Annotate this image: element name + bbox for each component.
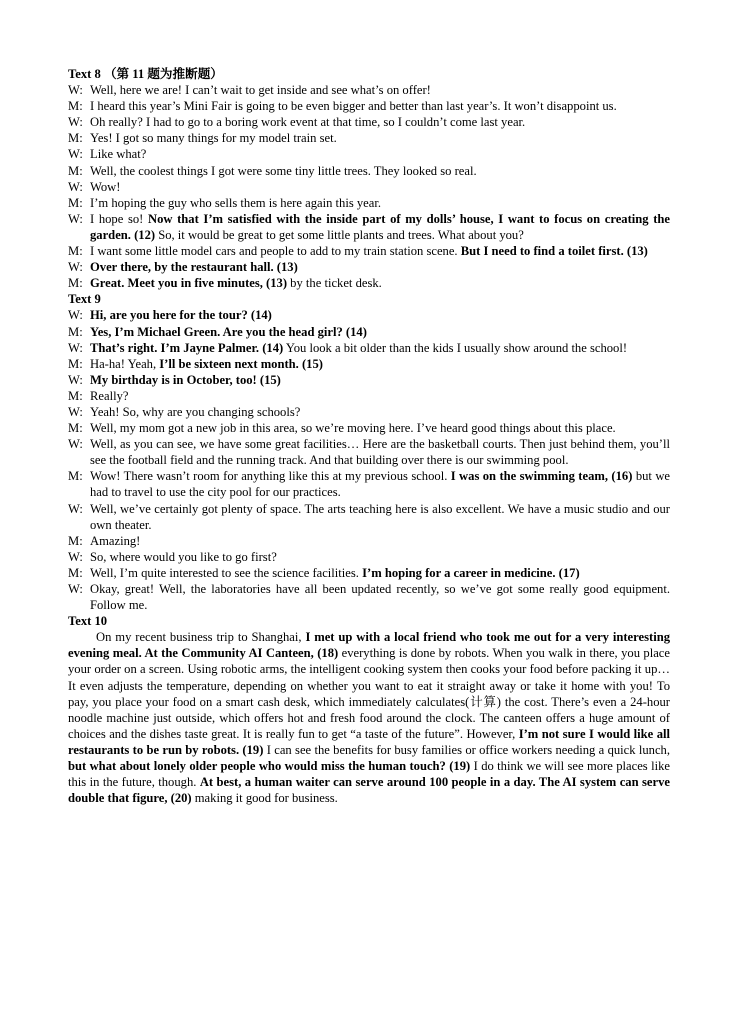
dialogue-content — [90, 259, 670, 275]
dialogue-text: Well, as you can see, we have some great facilities… Here are the basketball courts. Then just behind them, you’ll see the football field and the running track. And that building over there is our swimming pool. — [90, 437, 670, 468]
bold-answer-text: I met up with a local friend who took me out for a very interesting evening meal. At the Community AI Canteen, (18) — [68, 630, 670, 661]
dialogue-line — [68, 163, 670, 179]
dialogue-content — [90, 324, 670, 340]
dialogue-text: So, it would be great to get some little plants and trees. What about you? — [155, 227, 524, 242]
dialogue-line — [68, 307, 670, 323]
bold-answer-text: That’s right. I’m Jayne Palmer. (14) — [90, 340, 284, 355]
bold-answer-text: I’ll be sixteen next month. (15) — [159, 356, 323, 371]
speaker-label: W: — [68, 308, 83, 323]
dialogue-line — [68, 356, 670, 372]
speaker-label: M: — [68, 276, 83, 291]
dialogue-content — [90, 243, 670, 259]
dialogue-text: Like what? — [90, 147, 147, 162]
speaker-label: W: — [68, 372, 83, 387]
dialogue-content — [90, 130, 670, 146]
dialogue-text: On my recent business trip to Shanghai, — [96, 630, 306, 645]
dialogue-line — [68, 372, 670, 388]
speaker-label: M: — [68, 99, 83, 114]
text-10-section — [68, 613, 670, 806]
speaker-label: W: — [68, 549, 83, 564]
bold-answer-text: Great. Meet you in five minutes, (13) — [90, 276, 288, 291]
text-9-heading — [68, 291, 670, 307]
speaker-label: M: — [68, 533, 83, 548]
dialogue-text: So, where would you like to go first? — [90, 549, 277, 564]
dialogue-text: You look a bit older than the kids I usually show around the school! — [283, 340, 628, 355]
dialogue-text: Really? — [90, 388, 129, 403]
dialogue-line — [68, 130, 670, 146]
speaker-label: W: — [68, 437, 83, 452]
text-9-title: Text 9 — [68, 292, 101, 307]
dialogue-content — [90, 307, 670, 323]
dialogue-line — [68, 259, 670, 275]
dialogue-line — [68, 82, 670, 98]
text-8-title: Text 8 — [68, 67, 101, 81]
dialogue-line — [68, 211, 670, 243]
dialogue-content — [90, 533, 670, 549]
dialogue-text: Well, I’m quite interested to see the science facilities. — [90, 565, 363, 580]
dialogue-text: Yeah! So, why are you changing schools? — [90, 404, 301, 419]
dialogue-content — [90, 211, 670, 243]
dialogue-text: Yes! I got so many things for my model train set. — [90, 131, 337, 146]
dialogue-content — [90, 501, 670, 533]
dialogue-line — [68, 436, 670, 468]
dialogue-line — [68, 468, 670, 500]
dialogue-text: Oh really? I had to go to a boring work event at that time, so I couldn’t come last year. — [90, 115, 526, 130]
speaker-label: W: — [68, 179, 83, 194]
dialogue-content — [90, 549, 670, 565]
bold-answer-text: I’m not sure I would like all restaurants to be run by robots. (19) — [68, 726, 670, 757]
dialogue-text: making it good for business. — [191, 791, 338, 806]
speaker-label: W: — [68, 260, 83, 275]
dialogue-line — [68, 340, 670, 356]
speaker-label: M: — [68, 356, 83, 371]
dialogue-content — [90, 388, 670, 404]
text-8-section — [68, 66, 670, 291]
speaker-label: M: — [68, 565, 83, 580]
speaker-label: W: — [68, 83, 83, 98]
bold-answer-text: Hi, are you here for the tour? (14) — [90, 308, 272, 323]
dialogue-line — [68, 179, 670, 195]
dialogue-text: I’m hoping the guy who sells them is here again this year. — [90, 195, 381, 210]
text-9-lines — [68, 307, 670, 613]
dialogue-content — [90, 420, 670, 436]
dialogue-text: by the ticket desk. — [287, 276, 382, 291]
dialogue-line — [68, 420, 670, 436]
dialogue-content — [90, 98, 670, 114]
dialogue-content — [90, 581, 670, 613]
speaker-label: M: — [68, 324, 83, 339]
text-10-heading — [68, 613, 670, 629]
dialogue-content — [90, 82, 670, 98]
dialogue-line — [68, 581, 670, 613]
speaker-label: M: — [68, 244, 83, 259]
speaker-label: W: — [68, 501, 83, 516]
dialogue-content — [90, 565, 670, 581]
dialogue-text: I want some little model cars and people to add to my train station scene. — [90, 244, 461, 259]
dialogue-content — [90, 163, 670, 179]
text-10-title: Text 10 — [68, 614, 108, 629]
speaker-label: W: — [68, 404, 83, 419]
speaker-label: M: — [68, 131, 83, 146]
dialogue-line — [68, 565, 670, 581]
bold-answer-text: At best, a human waiter can serve around 100 people in a day. The AI system can serve double that figure, (20) — [68, 775, 670, 806]
dialogue-line — [68, 404, 670, 420]
dialogue-text: Ha-ha! Yeah, — [90, 356, 160, 371]
dialogue-content — [90, 179, 670, 195]
text-8-note: （第 11 题为推断题） — [103, 67, 223, 81]
dialogue-content — [90, 356, 670, 372]
speaker-label: W: — [68, 211, 83, 226]
dialogue-text: Okay, great! Well, the laboratories have all been updated recently, so we’ve got some really good equipment. Follow me. — [90, 582, 670, 613]
dialogue-content — [90, 195, 670, 211]
bold-answer-text: But I need to find a toilet first. (13) — [460, 244, 648, 259]
speaker-label: M: — [68, 163, 83, 178]
dialogue-text: Wow! — [90, 179, 121, 194]
speaker-label: W: — [68, 340, 83, 355]
bold-answer-text: Now that I’m satisfied with the inside part of my dolls’ house, I want to focus on creating the garden. (12) — [90, 211, 670, 242]
dialogue-text: Well, my mom got a new job in this area, so we’re moving here. I’ve heard good things about this place. — [90, 421, 616, 436]
dialogue-text: Well, the coolest things I got were some tiny little trees. They looked so real. — [90, 163, 477, 178]
text-10-paragraph — [68, 629, 670, 806]
dialogue-content — [90, 436, 670, 468]
dialogue-text: I heard this year’s Mini Fair is going to be even bigger and better than last year’s. It won’t disappoint us. — [90, 99, 617, 114]
dialogue-content — [90, 275, 670, 291]
dialogue-line — [68, 146, 670, 162]
dialogue-line — [68, 275, 670, 291]
speaker-label: M: — [68, 195, 83, 210]
transcript-page — [68, 66, 670, 806]
dialogue-text: but we had to travel to use the city pool for our practices. — [90, 469, 670, 500]
dialogue-line — [68, 114, 670, 130]
bold-answer-text: My birthday is in October, too! (15) — [90, 372, 281, 387]
dialogue-content — [90, 340, 670, 356]
speaker-label: M: — [68, 388, 83, 403]
speaker-label: M: — [68, 421, 83, 436]
dialogue-content — [90, 146, 670, 162]
dialogue-text: Well, here we are! I can’t wait to get inside and see what’s on offer! — [90, 83, 431, 98]
text-9-section — [68, 291, 670, 613]
bold-answer-text: but what about lonely older people who would miss the human touch? (19) — [68, 759, 471, 774]
dialogue-text: I do think we will see more places like this in the future, though. — [68, 759, 670, 790]
dialogue-text: Amazing! — [90, 533, 141, 548]
dialogue-content — [90, 114, 670, 130]
dialogue-text: everything is done by robots. When you walk in there, you place your order on a screen. Using robotic arms, the intelligent cooking system then cooks your food before packing it up… It even adjusts the temperature, depending on whether you want to eat it straight away or take it home with you! To pay, you place your food on a smart cash desk, which immediately calculates(计算) the cost. There’s even a 24-hour noodle machine just outside, which offers hot and fresh food around the clock. The canteen offers a huge amount of choices and the dishes taste great. It is really fun to get “a taste of the future”. However, — [68, 646, 670, 741]
dialogue-text: I can see the benefits for busy families or office workers needing a quick lunch, — [263, 742, 670, 757]
dialogue-line — [68, 533, 670, 549]
dialogue-line — [68, 549, 670, 565]
speaker-label: M: — [68, 469, 83, 484]
dialogue-line — [68, 195, 670, 211]
dialogue-content — [90, 404, 670, 420]
dialogue-line — [68, 243, 670, 259]
bold-answer-text: I was on the swimming team, (16) — [450, 469, 633, 484]
dialogue-content — [90, 372, 670, 388]
bold-answer-text: Over there, by the restaurant hall. (13) — [90, 260, 298, 275]
dialogue-line — [68, 501, 670, 533]
dialogue-text: Well, we’ve certainly got plenty of space. The arts teaching here is also excellent. We have a music studio and our own theater. — [90, 501, 670, 532]
dialogue-text: I hope so! — [90, 211, 148, 226]
dialogue-line — [68, 388, 670, 404]
bold-answer-text: Yes, I’m Michael Green. Are you the head girl? (14) — [90, 324, 367, 339]
dialogue-content — [90, 468, 670, 500]
dialogue-line — [68, 324, 670, 340]
dialogue-text: Wow! There wasn’t room for anything like this at my previous school. — [90, 469, 451, 484]
text-8-heading — [68, 66, 670, 82]
speaker-label: W: — [68, 115, 83, 130]
text-8-lines — [68, 82, 670, 291]
dialogue-line — [68, 98, 670, 114]
speaker-label: W: — [68, 582, 83, 596]
speaker-label: W: — [68, 147, 83, 162]
bold-answer-text: I’m hoping for a career in medicine. (17) — [362, 565, 580, 580]
